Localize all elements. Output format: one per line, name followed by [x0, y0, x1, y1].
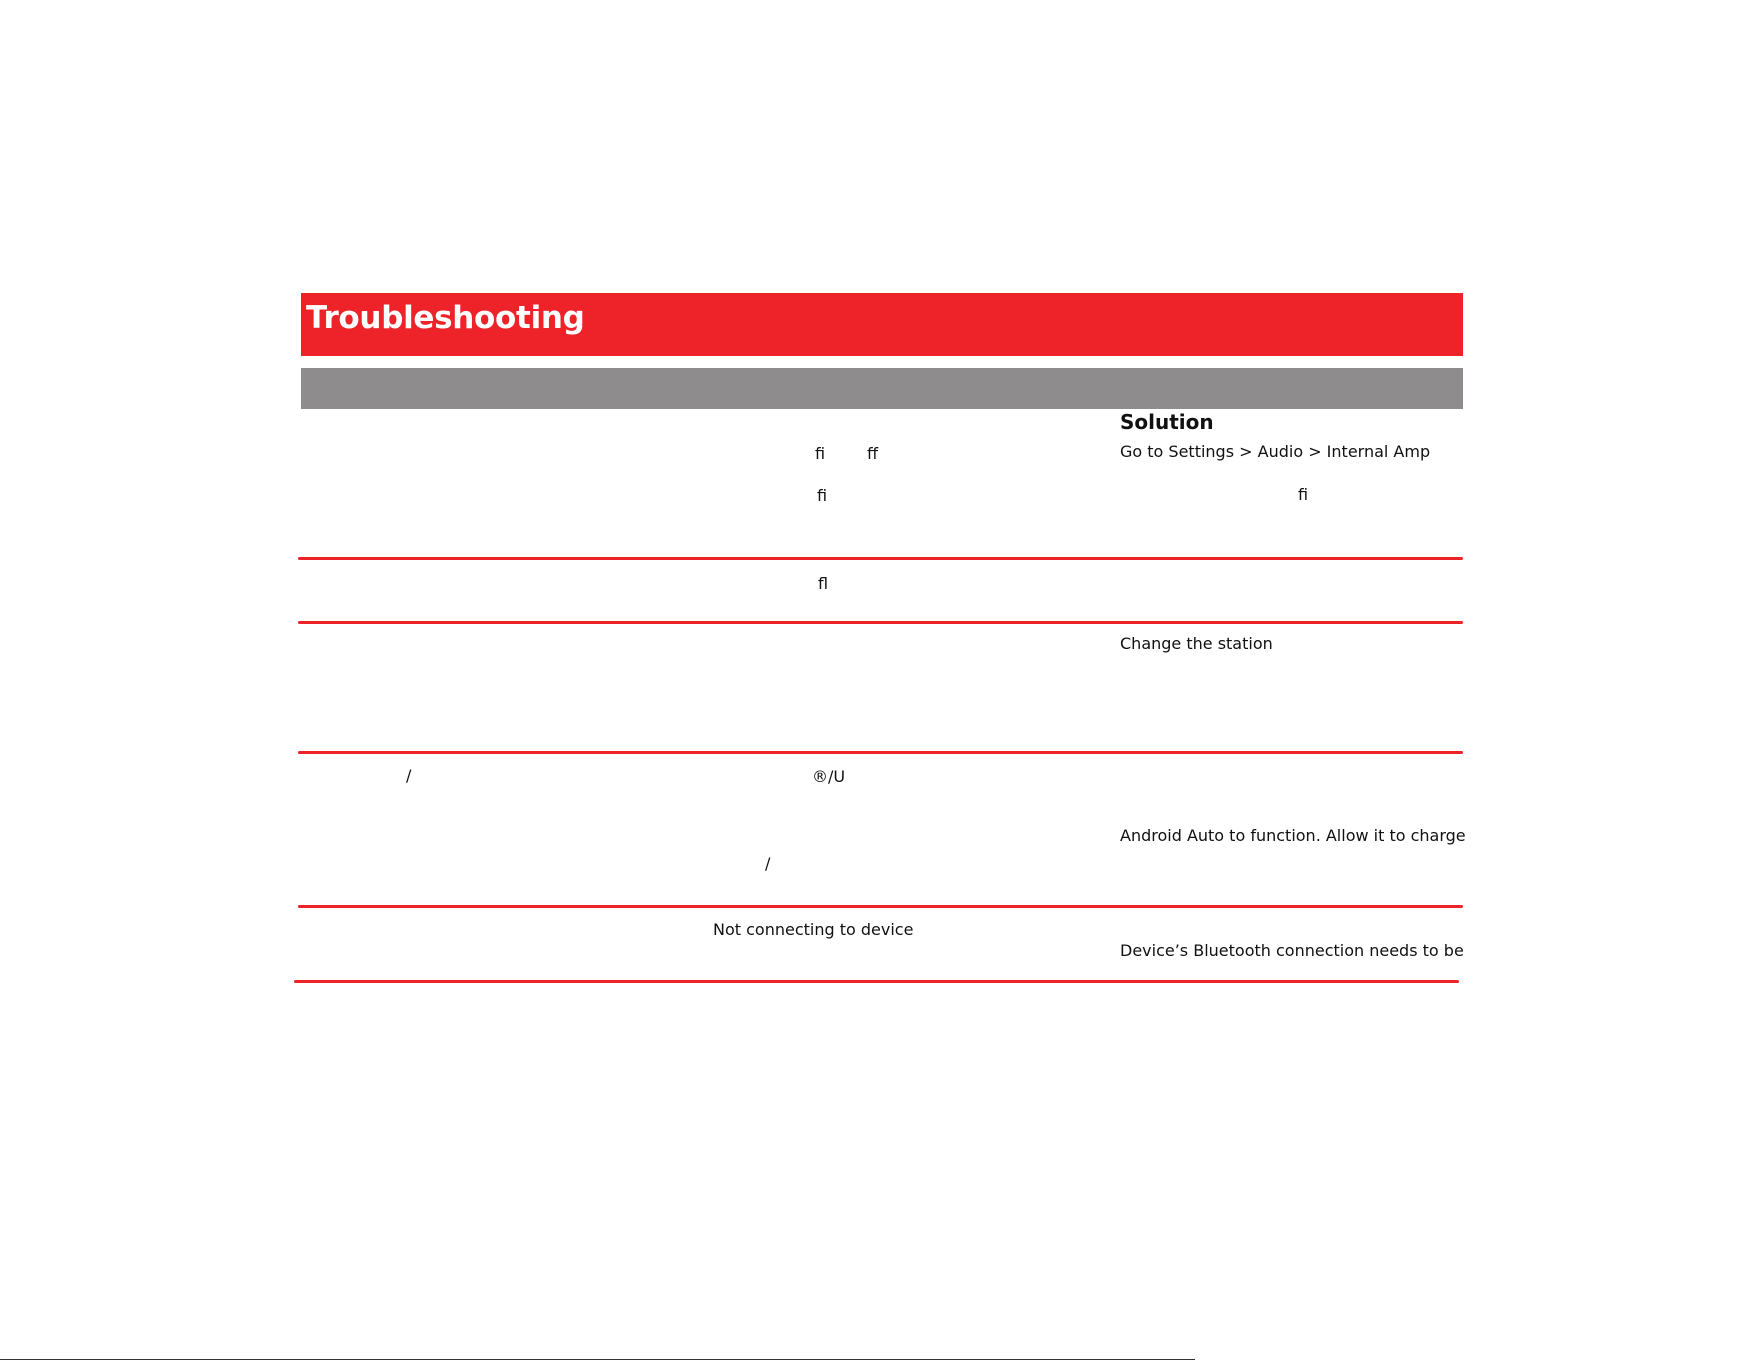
- row1-fragment-ff: ff: [867, 444, 879, 463]
- page-title: Troubleshooting: [306, 300, 585, 336]
- solution-column-heading: Solution: [1120, 410, 1214, 434]
- row-divider: [298, 751, 1463, 754]
- row4-fragment-slash-2: /: [765, 854, 771, 873]
- row4-solution-line: Android Auto to function. Allow it to charge: [1120, 826, 1466, 845]
- row-divider: [298, 621, 1463, 624]
- row3-solution-line1: Change the station: [1120, 634, 1273, 653]
- row-divider: [298, 905, 1463, 908]
- table-header-bar: [301, 368, 1463, 409]
- row4-fragment-registered-u: ®/U: [812, 767, 846, 786]
- row4-fragment-slash: /: [406, 766, 412, 785]
- page-footer-rule: [0, 1359, 1195, 1360]
- row2-fragment-fl: fl: [818, 574, 829, 593]
- row-divider: [298, 557, 1463, 560]
- row1-fragment-fi-2: fi: [817, 486, 828, 505]
- table-bottom-rule: [294, 980, 1459, 983]
- row5-solution-line: Device’s Bluetooth connection needs to be: [1120, 941, 1464, 960]
- row5-issue-text: Not connecting to device: [713, 920, 914, 939]
- row1-fragment-fi: fi: [815, 444, 826, 463]
- row1-solution-line1: Go to Settings > Audio > Internal Amp: [1120, 442, 1431, 461]
- row1-solution-fragment-fi: fi: [1298, 485, 1309, 504]
